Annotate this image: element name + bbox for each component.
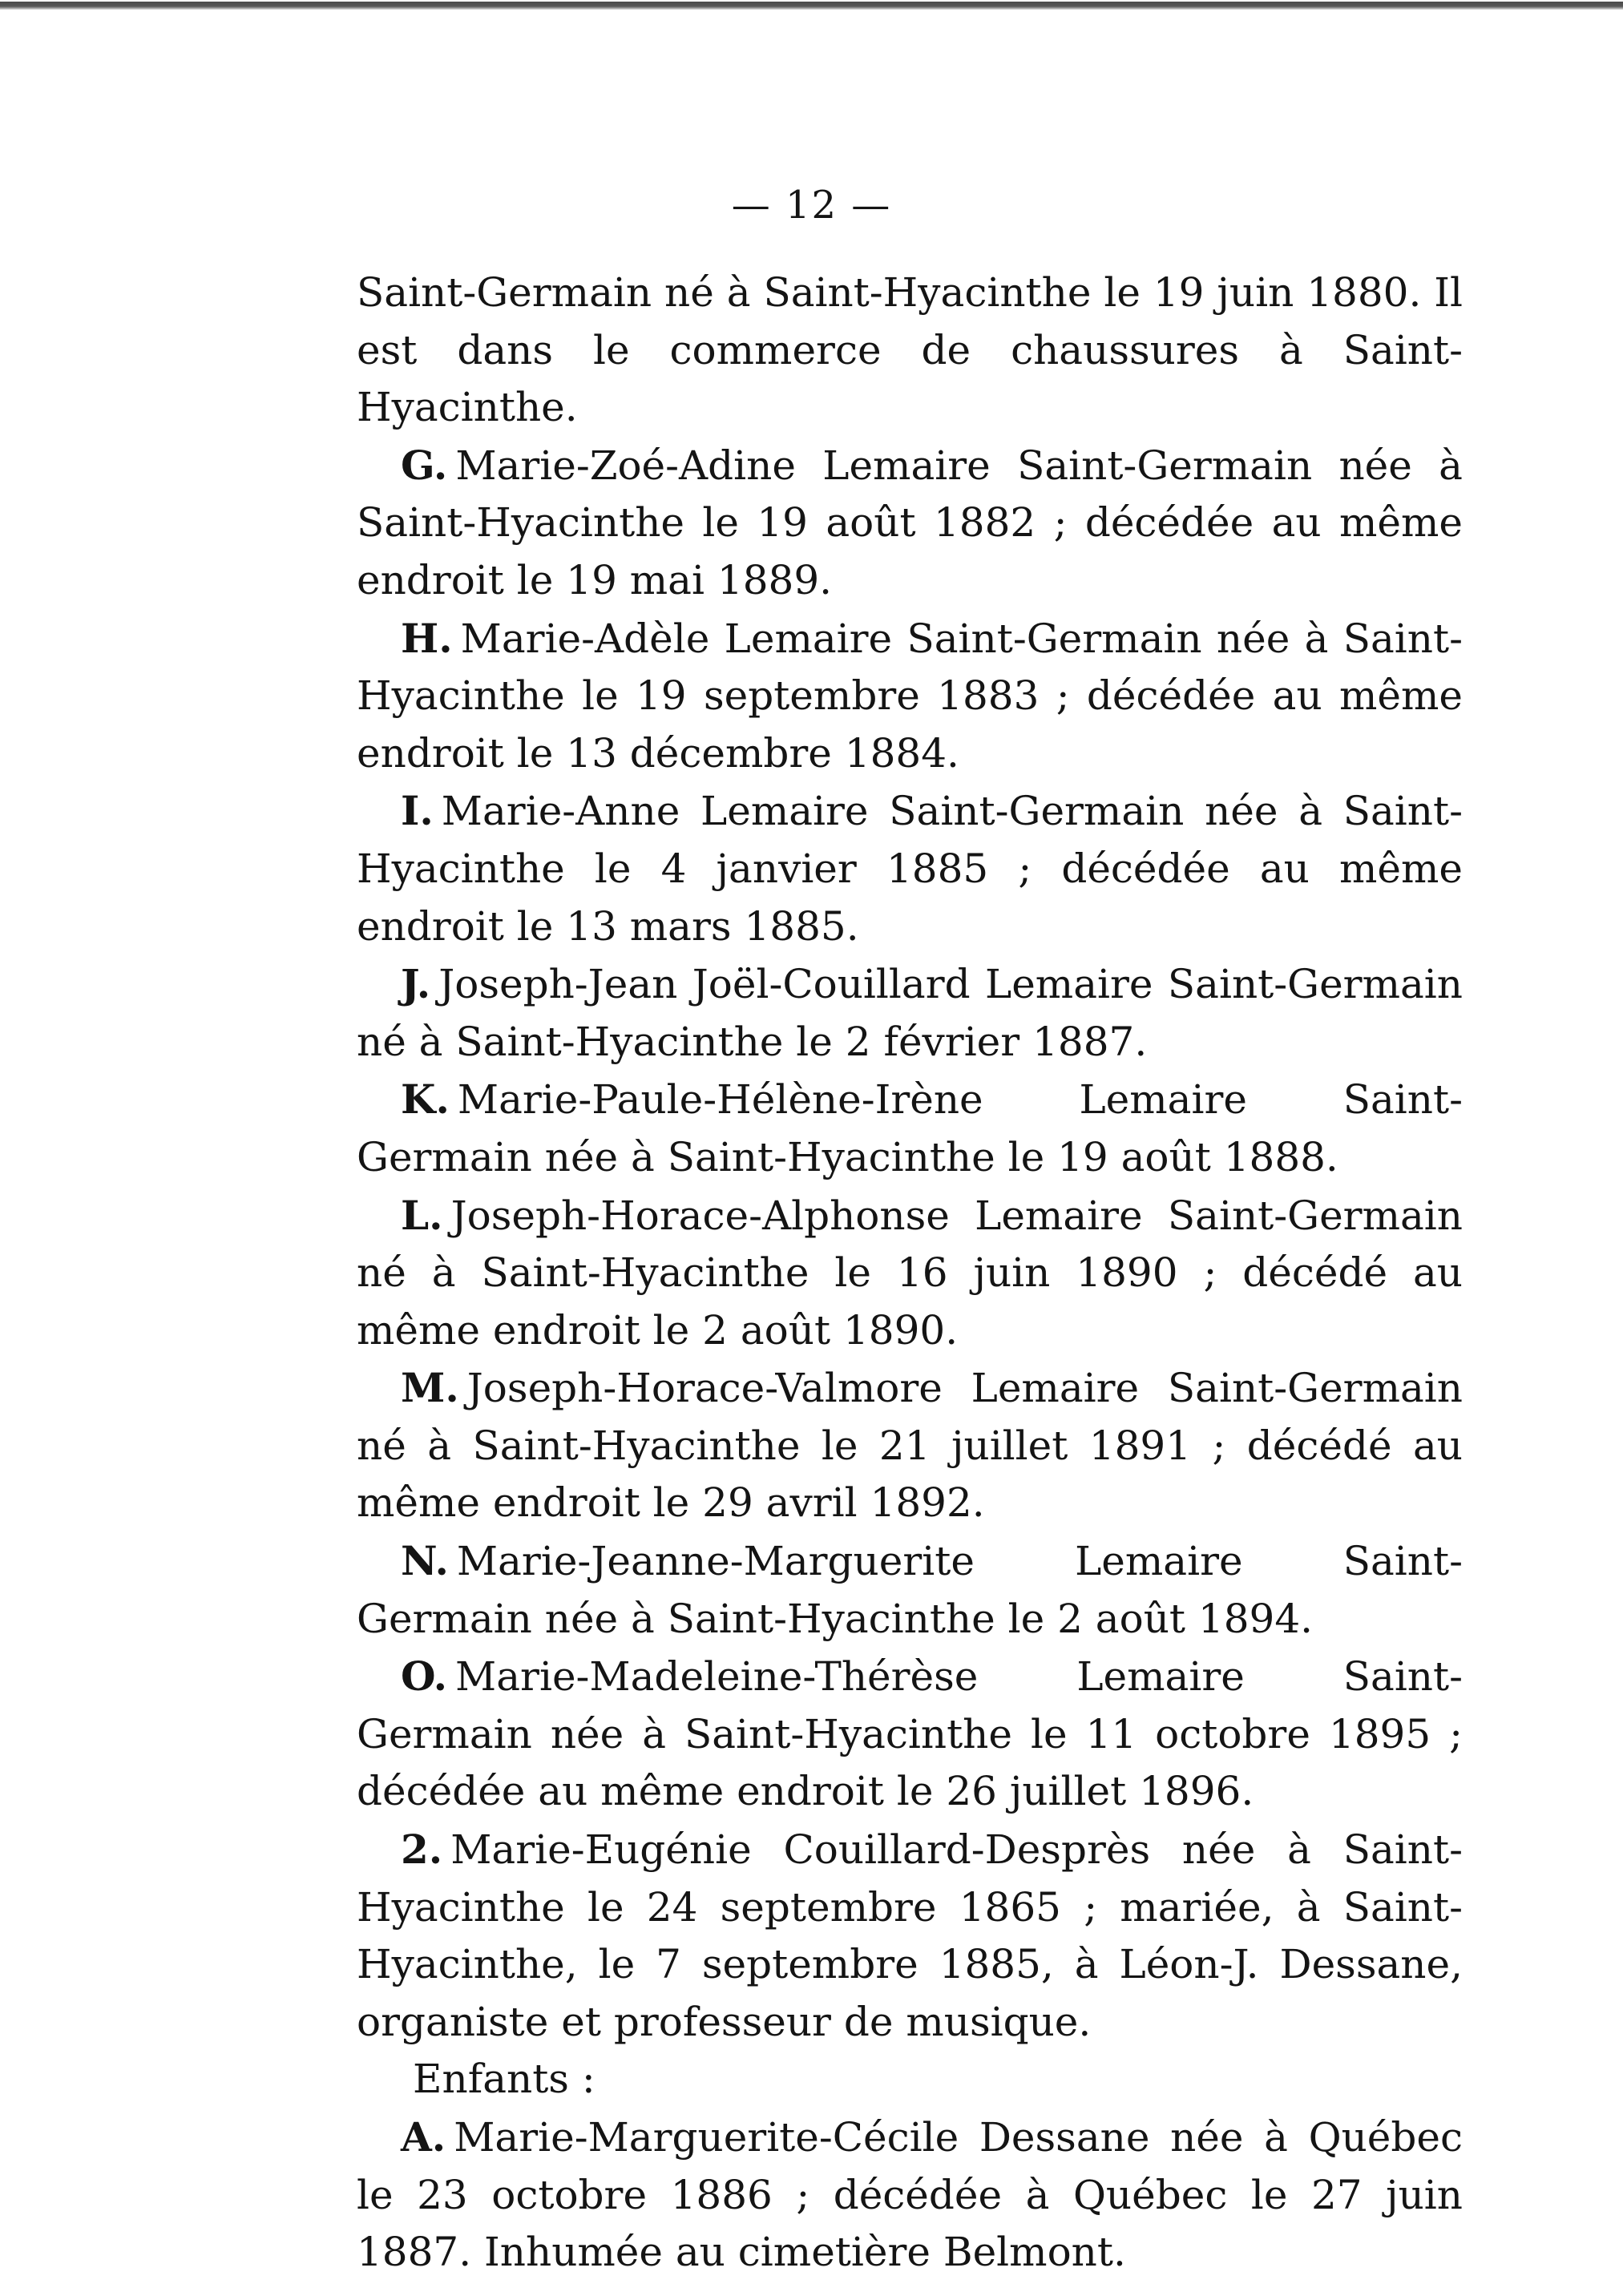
entry-text: Joseph-Horace-Alphonse Lemaire Saint-Germain né à Saint-Hyacinthe le 16 juin 1890 ; décédé au même endroit le 2 août 1890. xyxy=(357,1192,1463,1354)
entry-n xyxy=(357,1532,1463,1648)
entry-k xyxy=(357,1071,1463,1186)
entry-marker: G. xyxy=(401,441,448,489)
entry-marker: K. xyxy=(401,1075,450,1124)
entry-text: Marie-Adèle Lemaire Saint-Germain née à Saint-Hyacinthe le 19 septembre 1883 ; décédée au même endroit le 13 décembre 1884. xyxy=(357,615,1463,777)
page-number: — 12 — xyxy=(731,183,892,228)
entry-marker: N. xyxy=(401,1537,449,1585)
entry-marker: L. xyxy=(401,1191,443,1239)
entry-marker: 2. xyxy=(401,1826,443,1874)
entry-marker: I. xyxy=(401,787,434,835)
entry-marker: O. xyxy=(401,1652,448,1701)
entry-o xyxy=(357,1648,1463,1821)
entry-2 xyxy=(357,1821,1463,2051)
entry-text: Joseph-Horace-Valmore Lemaire Saint-Germain né à Saint-Hyacinthe le 21 juillet 1891 ; décédé au même endroit le 29 avril 1892. xyxy=(357,1365,1463,1527)
paragraph-continuation xyxy=(357,264,1463,437)
entry-text: Joseph-Jean Joël-Couillard Lemaire Saint-Germain né à Saint-Hyacinthe le 2 février 1887. xyxy=(357,961,1463,1065)
top-border-rule xyxy=(0,2,1623,10)
entry-a xyxy=(357,2108,1463,2282)
entry-text: Marie-Madeleine-Thérèse Lemaire Saint-Germain née à Saint-Hyacinthe le 11 octobre 1895 ; décédée au même endroit le 26 juillet 1896. xyxy=(357,1653,1463,1815)
entry-g xyxy=(357,437,1463,610)
entry-text: Marie-Paule-Hélène-Irène Lemaire Saint-Germain née à Saint-Hyacinthe le 19 août 1888. xyxy=(357,1076,1463,1180)
entry-m xyxy=(357,1359,1463,1532)
entry-marker: A. xyxy=(401,2113,446,2161)
entry-text: Marie-Anne Lemaire Saint-Germain née à Saint-Hyacinthe le 4 janvier 1885 ; décédée au même endroit le 13 mars 1885. xyxy=(357,788,1463,950)
entry-l xyxy=(357,1187,1463,1360)
entry-marker: J. xyxy=(401,960,431,1008)
entry-h xyxy=(357,610,1463,783)
document-body xyxy=(357,264,1463,2282)
entry-text: Marie-Eugénie Couillard-Desprès née à Saint-Hyacinthe le 24 septembre 1865 ; mariée, à Saint-Hyacinthe, le 7 septembre 1885, à Léon-J. Dessane, organiste et professeur de musique. xyxy=(357,1826,1463,2045)
entry-text: Marie-Jeanne-Marguerite Lemaire Saint-Germain née à Saint-Hyacinthe le 2 août 1894. xyxy=(357,1538,1463,1642)
entry-text: Marie-Zoé-Adine Lemaire Saint-Germain née à Saint-Hyacinthe le 19 août 1882 ; décédée au même endroit le 19 mai 1889. xyxy=(357,442,1463,603)
entry-marker: M. xyxy=(401,1364,459,1412)
enfants-heading: Enfants : xyxy=(413,2056,596,2103)
entry-i xyxy=(357,782,1463,955)
entry-marker: H. xyxy=(401,614,453,662)
paragraph-text: Saint-Germain né à Saint-Hyacinthe le 19 juin 1880. Il est dans le commerce de chaussures à Saint-Hyacinthe. xyxy=(357,269,1463,431)
entry-j xyxy=(357,955,1463,1071)
entry-text: Marie-Marguerite-Cécile Dessane née à Québec le 23 octobre 1886 ; décédée à Québec le 27 juin 1887. Inhumée au cimetière Belmont. xyxy=(357,2114,1463,2276)
